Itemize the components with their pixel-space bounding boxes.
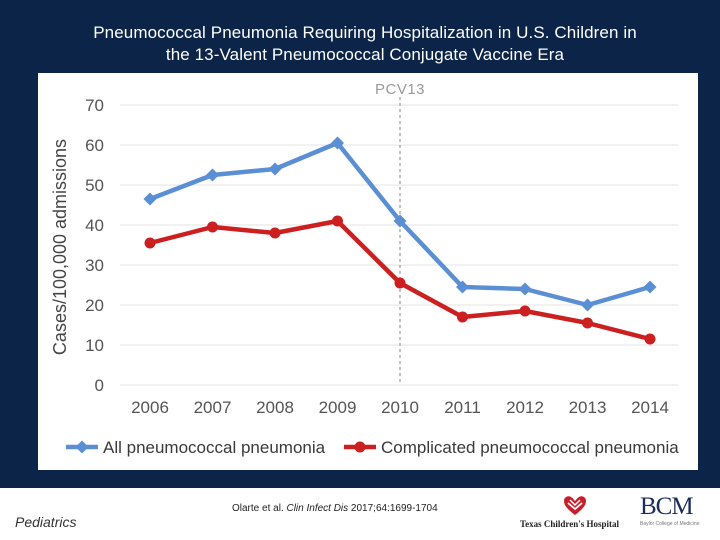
bcm-logo-subtitle: Baylor College of Medicine [640, 521, 700, 527]
data-point [519, 283, 532, 296]
legend-marker [355, 442, 366, 453]
data-point [206, 169, 219, 182]
chart-panel [38, 73, 698, 470]
legend-entry [344, 438, 679, 457]
y-tick-label: 40 [85, 216, 104, 235]
footer-label: Pediatrics [15, 514, 77, 530]
data-point [144, 193, 157, 206]
data-point [644, 281, 657, 294]
chart-gridlines [120, 105, 678, 385]
tch-emblem-icon [562, 493, 588, 517]
tch-logo-text: Texas Children's Hospital [520, 519, 620, 529]
data-point [581, 299, 594, 312]
y-tick-label: 30 [85, 256, 104, 275]
slide-title-line-1: Pneumococcal Pneumonia Requiring Hospitalization in U.S. Children in [93, 23, 637, 42]
x-tick-label: 2009 [318, 398, 357, 417]
x-tick-label: 2011 [444, 398, 481, 417]
data-point [395, 278, 406, 289]
y-tick-label: 20 [85, 296, 104, 315]
x-tick-label: 2008 [256, 398, 294, 417]
legend-label: Complicated pneumococcal pneumonia [381, 438, 679, 457]
slide-title [20, 22, 710, 66]
y-tick-label: 50 [85, 176, 104, 195]
y-tick-label: 60 [85, 136, 104, 155]
citation-details: 2017;64:1699-1704 [348, 503, 438, 514]
legend-marker [76, 441, 89, 454]
data-point [520, 306, 531, 317]
bcm-logo-letters: BCM [640, 493, 693, 520]
y-tick-label: 70 [85, 96, 104, 115]
pcv13-annotation [375, 81, 425, 385]
data-point [457, 312, 468, 323]
data-point [645, 334, 656, 345]
x-tick-label: 2012 [506, 398, 544, 417]
y-tick-label: 0 [94, 376, 104, 395]
data-point [207, 222, 218, 233]
citation-journal: Clin Infect Dis [286, 503, 349, 514]
legend-entry [66, 438, 326, 457]
chart-axis-labels [50, 96, 669, 417]
y-tick-label: 10 [85, 336, 104, 355]
citation [232, 503, 438, 514]
x-tick-label: 2010 [381, 398, 419, 417]
line-chart [38, 73, 698, 470]
slide-title-line-2: the 13-Valent Pneumococcal Conjugate Vaccine Era [165, 45, 565, 64]
legend-label: All pneumococcal pneumonia [103, 438, 326, 457]
citation-authors: Olarte et al. [232, 503, 287, 514]
bcm-logo [640, 494, 712, 534]
x-tick-label: 2007 [193, 398, 232, 417]
data-point [145, 238, 156, 249]
data-point [582, 318, 593, 329]
texas-childrens-logo [520, 493, 632, 533]
data-point [332, 216, 343, 227]
data-point [270, 228, 281, 239]
x-tick-label: 2014 [631, 398, 669, 417]
x-tick-label: 2013 [568, 398, 607, 417]
chart-legend [66, 438, 679, 457]
y-axis-label: Cases/100,000 admissions [50, 138, 70, 356]
x-tick-label: 2006 [131, 398, 169, 417]
data-point [269, 163, 282, 176]
pcv13-label: PCV13 [374, 81, 426, 98]
